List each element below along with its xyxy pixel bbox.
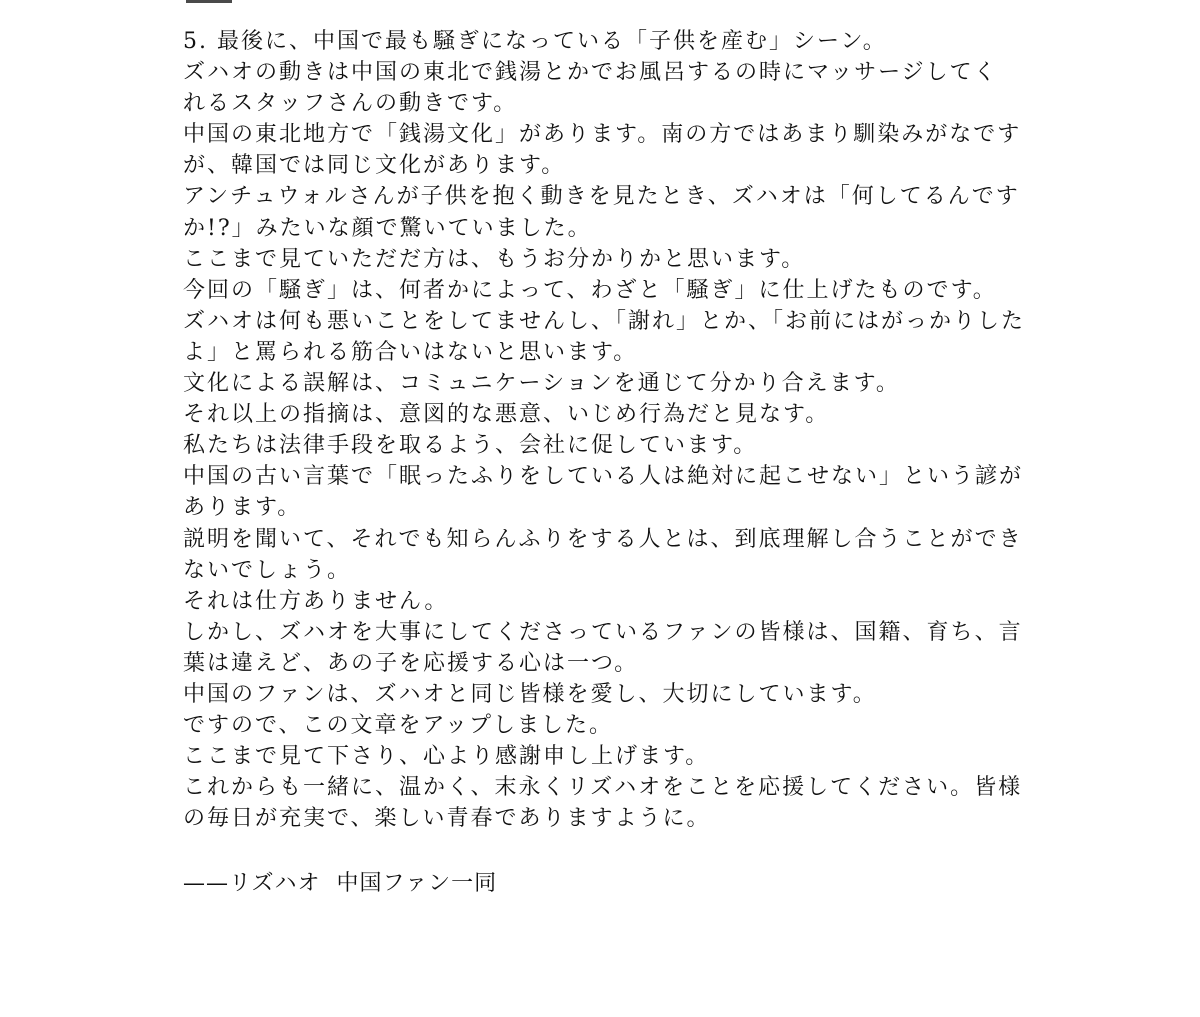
text-line: ここまで見ていただだ方は、もうお分かりかと思います。 — [183, 246, 806, 272]
text-line: 中国の東北地方で「銭湯文化」があります。南の方ではあまり馴染みがなです — [183, 122, 1022, 148]
text-line: あります。 — [183, 495, 302, 521]
text-line: れるスタッフさんの動きです。 — [183, 91, 518, 117]
text-line: 葉は違えど、あの子を応援する心は一つ。 — [183, 650, 639, 676]
text-line: ここまで見て下さり、心より感謝申し上げます。 — [183, 744, 710, 770]
text-line: 説明を聞いて、それでも知らんふりをする人とは、到底理解し合うことができ — [183, 526, 1023, 552]
cropped-text-fragment — [186, 0, 232, 3]
text-line: 私たちは法律手段を取るよう、会社に促しています。 — [183, 433, 758, 459]
text-line: ズハオは何も悪いことをしてませんし、「謝れ」とか、「お前にはがっかりした — [183, 308, 1026, 334]
text-line: 5. 最後に、中国で最も騒ぎになっている「子供を産む」シーン。 — [183, 29, 887, 54]
text-line: の毎日が充実で、楽しい青春でありますように。 — [183, 806, 711, 832]
text-line: 今回の「騒ぎ」は、何者かによって、わざと「騒ぎ」に仕上げたものです。 — [183, 277, 997, 303]
text-line: よ」と罵られる筋合いはないと思います。 — [183, 339, 638, 365]
signature: ——リズハオ 中国ファン一同 — [183, 871, 498, 896]
text-line: ズハオの動きは中国の東北で銭湯とかでお風呂するの時にマッサージしてく — [183, 60, 998, 86]
text-line: が、韓国では同じ文化があります。 — [183, 153, 566, 179]
text-line: アンチュウォルさんが子供を抱く動きを見たとき、ズハオは「何してるんです — [183, 184, 1020, 210]
text-line: か!?」みたいな顔で驚いていました。 — [183, 215, 592, 241]
document-body — [183, 26, 1033, 834]
text-line: それ以上の指摘は、意図的な悪意、いじめ行為だと見なす。 — [183, 402, 830, 428]
text-line: 文化による誤解は、コミュニケーションを通じて分かり合えます。 — [183, 371, 900, 397]
text-line: 中国のファンは、ズハオと同じ皆様を愛し、大切にしています。 — [183, 681, 877, 707]
text-line: しかし、ズハオを大事にしてくださっているファンの皆様は、国籍、育ち、言 — [183, 619, 1023, 645]
text-line: 中国の古い言葉で「眠ったふりをしている人は絶対に起こせない」という諺が — [183, 464, 1024, 490]
text-line: ですので、この文章をアップしました。 — [183, 713, 614, 739]
text-line: ないでしょう。 — [183, 557, 352, 583]
text-line: これからも一緒に、温かく、末永くリズハオをことを応援してください。皆様 — [183, 775, 1023, 801]
text-line: それは仕方ありません。 — [183, 588, 449, 614]
